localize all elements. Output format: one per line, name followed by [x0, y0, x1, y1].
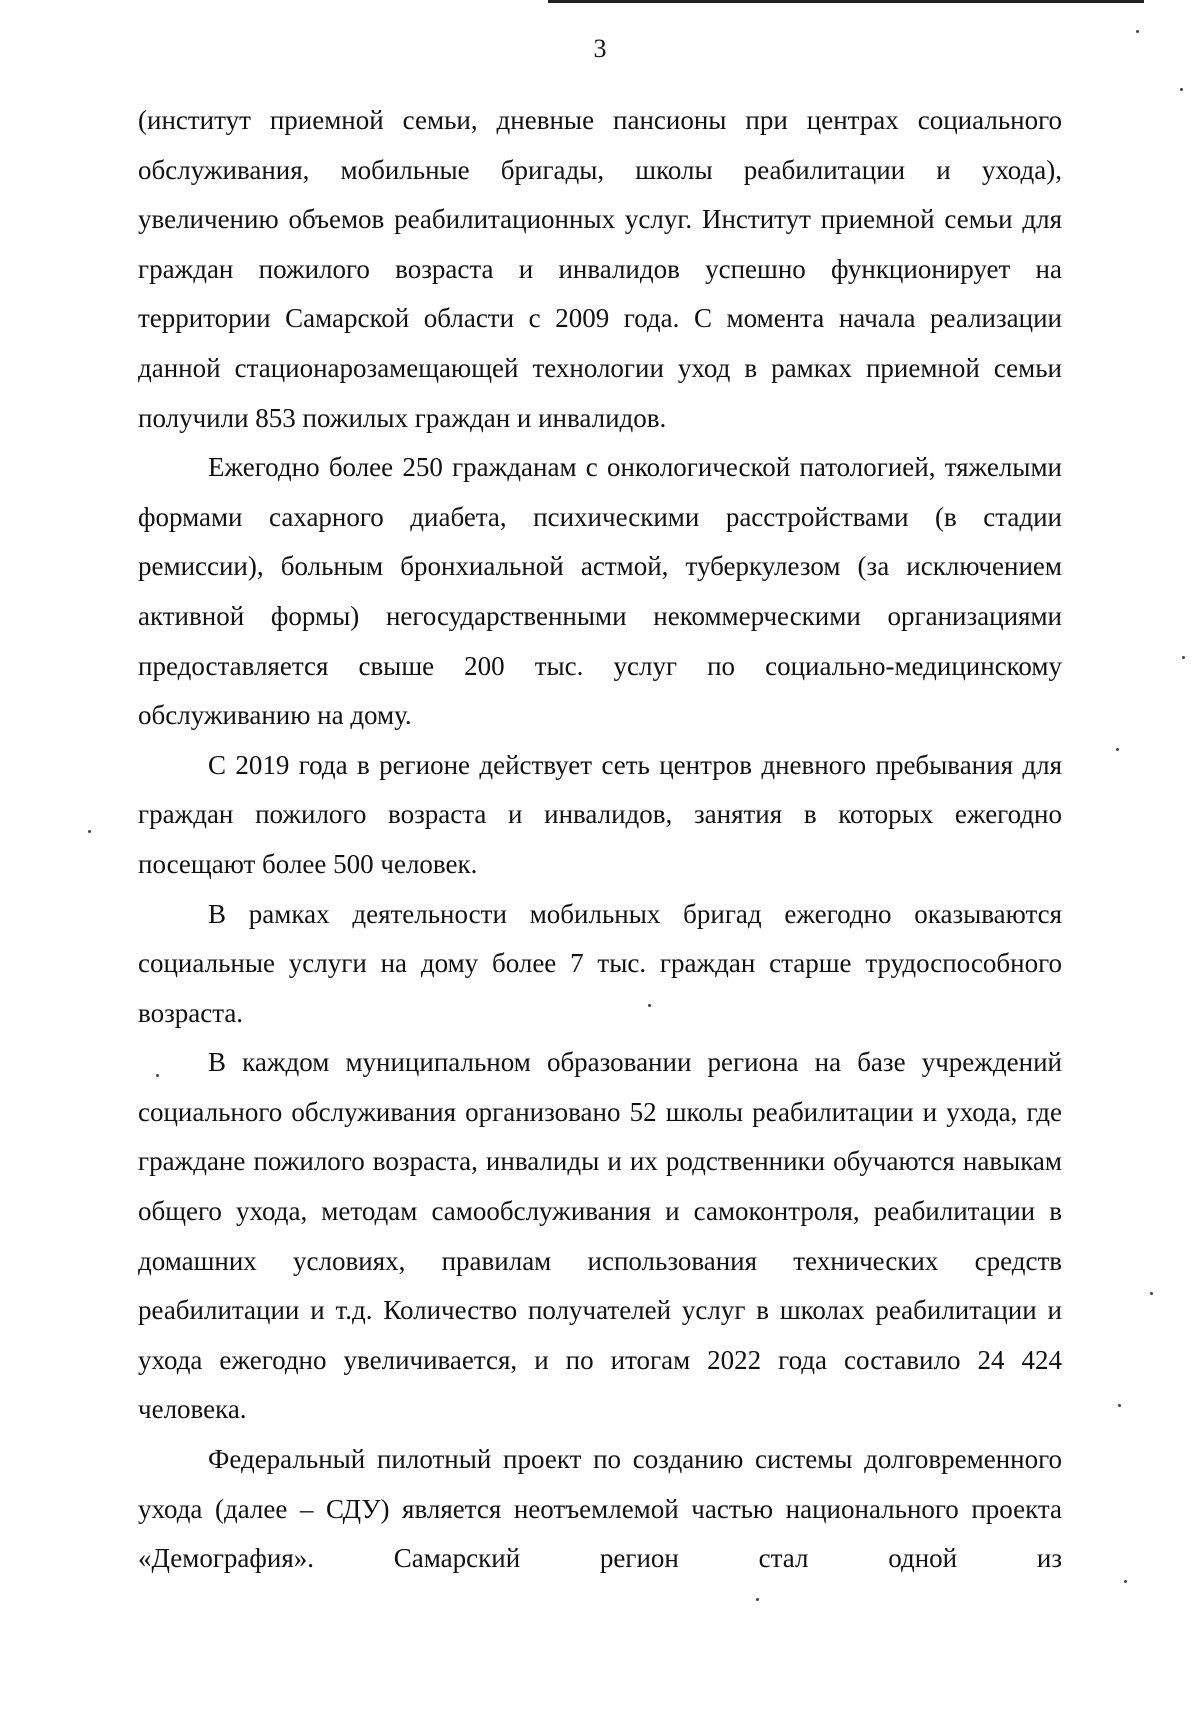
- scan-speck: [156, 1074, 159, 1077]
- paragraph-3: С 2019 года в регионе действует сеть центров дневного пребывания для граждан пожилого возраста и инвалидов, занятия в которых ежегодно посещают более 500 человек.: [138, 749, 1062, 879]
- document-body: [138, 96, 1062, 1584]
- scan-speck: [88, 830, 91, 833]
- scan-speck: [1180, 88, 1183, 91]
- scan-speck: [1116, 748, 1119, 751]
- paragraph-4: В рамках деятельности мобильных бригад ежегодно оказываются социальные услуги на дому более 7 тыс. граждан старше трудоспособного возраста.: [138, 898, 1062, 1028]
- scan-speck: [1182, 656, 1185, 659]
- paragraph-5: В каждом муниципальном образовании региона на базе учреждений социального обслуживания организовано 52 школы реабилитации и ухода, где граждане пожилого возраста, инвалиды и их родственники обучаются навыкам общего ухода, методам самообслуживания и самоконтроля, реабилитации в домашних условиях, правилам использования технических средств реабилитации и т.д. Количество получателей услуг в школах реабилитации и ухода ежегодно увеличивается, и по итогам 2022 года составило 24 424 человека.: [138, 1047, 1062, 1425]
- scan-speck: [1124, 1580, 1127, 1583]
- scan-speck: [1136, 30, 1139, 33]
- paragraph-1: (институт приемной семьи, дневные пансионы при центрах социального обслуживания, мобильные бригады, школы реабилитации и ухода), увеличению объемов реабилитационных услуг. Институт приемной семьи для граждан пожилого возраста и инвалидов успешно функционирует на территории Самарской области с 2009 года. С момента начала реализации данной стационарозамещающей технологии уход в рамках приемной семьи получили 853 пожилых граждан и инвалидов.: [138, 105, 1062, 433]
- scan-speck: [1150, 1292, 1153, 1295]
- paragraph-6: Федеральный пилотный проект по созданию системы долговременного ухода (далее – СДУ) является неотъемлемой частью национального проекта «Демография». Самарский регион стал одной из: [138, 1444, 1062, 1574]
- scan-speck: [756, 1598, 759, 1601]
- top-rule: [548, 0, 1144, 3]
- scan-speck: [648, 1004, 651, 1007]
- page-number: 3: [593, 34, 607, 63]
- scan-speck: [1118, 1404, 1121, 1407]
- paragraph-2: Ежегодно более 250 гражданам с онкологической патологией, тяжелыми формами сахарного диабета, психическими расстройствами (в стадии ремиссии), больным бронхиальной астмой, туберкулезом (за исключением активной формы) негосударственными некоммерческими организациями предоставляется свыше 200 тыс. услуг по социально-медицинскому обслуживанию на дому.: [138, 452, 1062, 731]
